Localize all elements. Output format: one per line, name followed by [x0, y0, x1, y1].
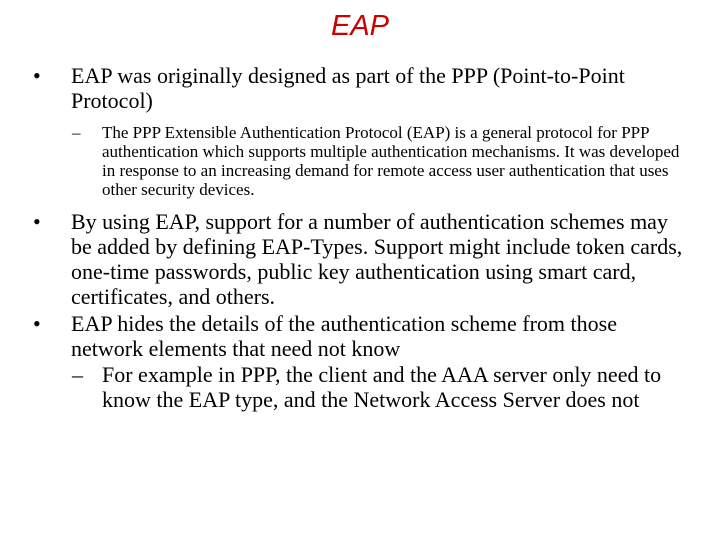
dash-marker: – — [72, 362, 83, 387]
bullet-text: EAP was originally designed as part of the PPP (Point-to-Point Protocol) — [71, 63, 625, 113]
sub-bullet-text: For example in PPP, the client and the AAA server only need to know the EAP type, and the Network Access Server does not — [102, 362, 662, 412]
sub-bullet-item — [0, 123, 720, 199]
slide-title: EAP — [330, 10, 390, 42]
bullet-text: EAP hides the details of the authentication scheme from those network elements that need not know — [71, 311, 617, 361]
bullet-item — [0, 311, 720, 361]
dash-marker: – — [72, 123, 81, 142]
bullet-marker: • — [33, 209, 41, 234]
slide-body — [0, 63, 720, 412]
bullet-marker: • — [33, 63, 41, 88]
bullet-marker: • — [33, 311, 41, 336]
bullet-text: By using EAP, support for a number of authentication schemes may be added by defining EAP-Types. Support might include token cards, one-time passwords, public key authentication using smart card, certificates, and others. — [71, 209, 683, 309]
bullet-item — [0, 209, 720, 309]
bullet-item — [0, 63, 720, 113]
sub-bullet-item — [0, 362, 720, 412]
sub-bullet-text: The PPP Extensible Authentication Protocol (EAP) is a general protocol for PPP authentication which supports multiple authentication mechanisms. It was developed in response to an increasing demand for remote access user authentication that uses other security devices. — [102, 123, 680, 199]
